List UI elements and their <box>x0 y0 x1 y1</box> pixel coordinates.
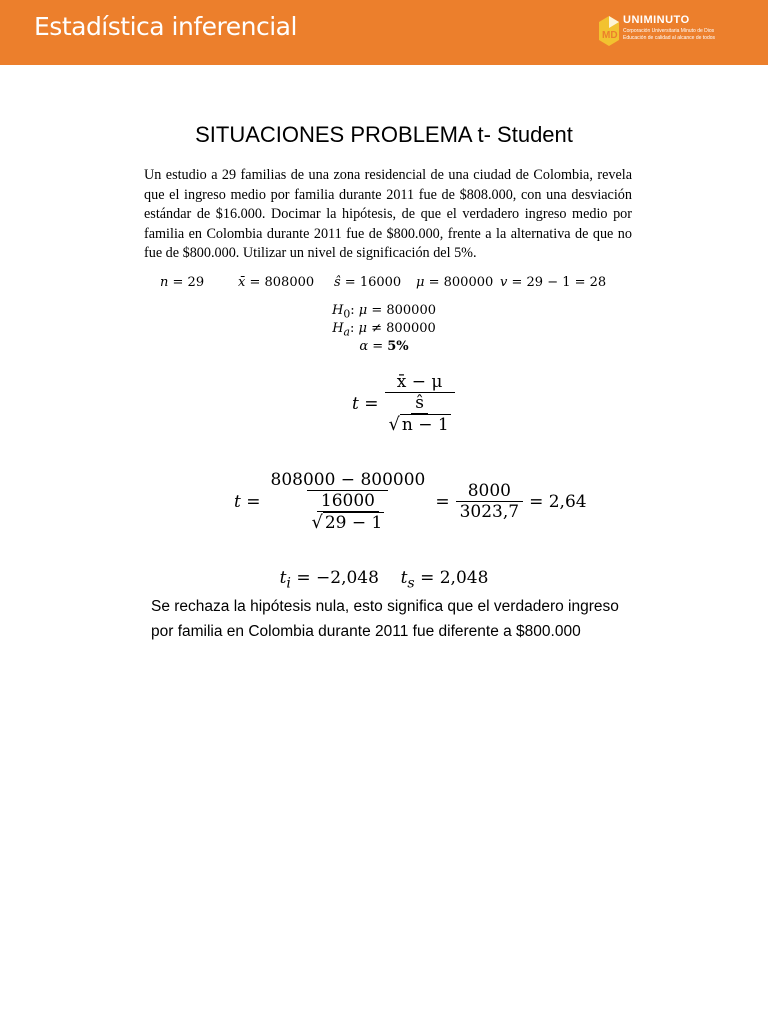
problem-statement: Un estudio a 29 familias de una zona residencial de una ciudad de Colombia, revela que el ingreso medio por familia durante 2011 fue de $808.000, con una desviación estándar de $16.000. Docimar la hipótesis, de que el verdadero ingreso medio por familia en Colombia durante 2011 fue de $800.000, frente a la alternativa de que no fue de $800.000. Utilizar un nivel de significación del 5%. <box>144 167 632 262</box>
simplified-numerator: 8000 <box>467 481 511 501</box>
t-formula: t = x̄ − μ ŝ √ n − 1 <box>352 372 455 435</box>
logo-tagline-1: Corporación Universitaria Minuto de Dios <box>623 28 715 34</box>
formula-denominator-top: ŝ <box>411 393 428 414</box>
given-mu: μ = 800000 <box>416 275 494 290</box>
uniminuto-logo <box>597 14 757 50</box>
svg-text:MD: MD <box>602 30 618 41</box>
simplified-fraction <box>456 481 523 522</box>
significance-level: α = 5% <box>359 339 409 354</box>
computation-denominator-sqrt: 29 − 1 <box>324 513 383 533</box>
given-s: ŝ = 16000 <box>334 275 402 290</box>
logo-tagline-2: Educación de calidad al alcance de todos <box>623 35 716 41</box>
page-header <box>0 0 768 65</box>
alt-hypothesis: $H_a$: μ ≠ 800000 <box>332 321 436 339</box>
logo-name: UNIMINUTO <box>623 14 690 26</box>
computation-denominator-top: 16000 <box>317 491 379 512</box>
null-hypothesis: $H_0$: μ = 800000 <box>331 303 436 321</box>
given-xbar: x̄ = 808000 <box>238 275 315 290</box>
given-v: v = 29 − 1 = 28 <box>500 275 607 290</box>
computation-numerator: 808000 − 800000 <box>270 470 426 490</box>
logo-emblem-icon <box>597 14 621 48</box>
t-result: 2,64 <box>548 491 587 512</box>
given-n: n = 29 <box>160 275 205 290</box>
critical-value-lower: −2,048 <box>316 568 379 588</box>
document-title: SITUACIONES PROBLEMA t- Student <box>195 122 573 147</box>
critical-values: $t_i = -2,048$ $t_s = 2,048$ <box>279 568 489 592</box>
formula-numerator: x̄ − μ <box>396 372 443 392</box>
t-formula-fraction: x̄ − μ ŝ √ n − 1 <box>385 372 455 435</box>
conclusion-text: Se rechaza la hipótesis nula, esto significa que el verdadero ingreso por familia en Colombia durante 2011 fue diferente a $800.000 <box>151 598 619 640</box>
t-computation: t = 808000 − 800000 16000 √ 29 − 1 = $\frac{8000}{3023,7}$ = 2,64 <box>234 470 587 533</box>
computation-fraction: 808000 − 800000 16000 √ 29 − 1 <box>267 470 430 533</box>
critical-value-upper: 2,048 <box>439 568 489 588</box>
formula-denominator-sqrt: n − 1 <box>401 415 449 435</box>
header-title: Estadística inferencial <box>34 12 297 41</box>
simplified-denominator: 3023,7 <box>459 502 520 522</box>
